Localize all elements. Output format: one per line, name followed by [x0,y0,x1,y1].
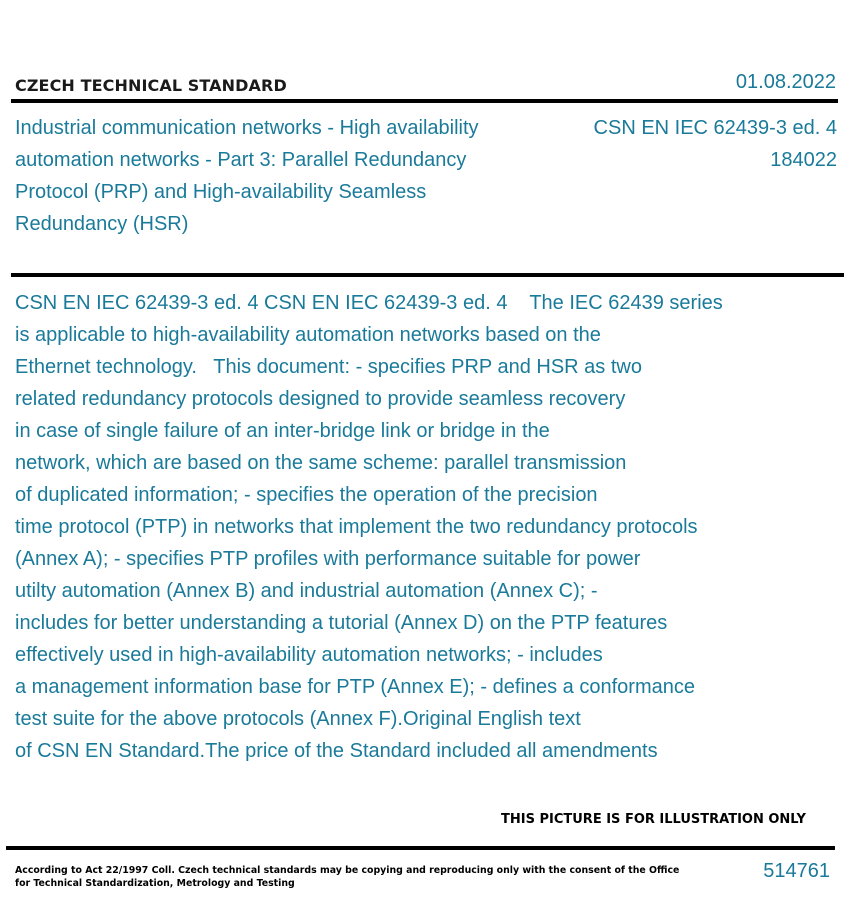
legal-notice-line: for Technical Standardization, Metrology and Testing [15,878,295,889]
description-line: in case of single failure of an inter-bridge link or bridge in the [15,420,550,442]
description-line: related redundancy protocols designed to provide seamless recovery [15,388,626,410]
description-line: includes for better understanding a tutorial (Annex D) on the PTP features [15,612,668,634]
title-line: Redundancy (HSR) [15,213,189,235]
title-line: automation networks - Part 3: Parallel Redundancy [15,149,467,171]
standard-identifier [594,112,837,176]
description-line: a management information base for PTP (Annex E); - defines a conformance [15,676,695,698]
description-line: of duplicated information; - specifies the operation of the precision [15,484,598,506]
description-line: of CSN EN Standard.The price of the Standard included all amendments [15,740,658,762]
description-line: utilty automation (Annex B) and industrial automation (Annex C); - [15,580,598,602]
title-divider [11,273,844,277]
catalog-number: 184022 [770,149,837,171]
description-line: (Annex A); - specifies PTP profiles with performance suitable for power [15,548,641,570]
standard-title [15,112,535,240]
description-line: time protocol (PTP) in networks that implement the two redundancy protocols [15,516,698,538]
description-line: effectively used in high-availability automation networks; - includes [15,644,603,666]
standard-description [15,287,723,767]
document-type-heading: CZECH TECHNICAL STANDARD [15,76,287,95]
standard-code: CSN EN IEC 62439-3 ed. 4 [593,117,837,139]
title-line: Industrial communication networks - High availability [15,117,479,139]
title-line: Protocol (PRP) and High-availability Seamless [15,181,427,203]
illustration-disclaimer: THIS PICTURE IS FOR ILLUSTRATION ONLY [501,812,806,827]
description-line: Ethernet technology. This document: - specifies PRP and HSR as two [15,356,642,378]
header-divider [11,99,838,103]
description-line: CSN EN IEC 62439-3 ed. 4 CSN EN IEC 62439-3 ed. 4 The IEC 62439 series [15,292,723,314]
legal-notice-line: According to Act 22/1997 Coll. Czech technical standards may be copying and reproducing only with the consent of the Office [15,865,680,876]
description-line: network, which are based on the same scheme: parallel transmission [15,452,627,474]
publication-date: 01.08.2022 [735,71,836,93]
footer-divider [6,846,835,850]
document-id: 514761 [763,860,830,882]
description-line: is applicable to high-availability automation networks based on the [15,324,601,346]
legal-notice [15,864,680,890]
description-line: test suite for the above protocols (Annex F).Original English text [15,708,581,730]
